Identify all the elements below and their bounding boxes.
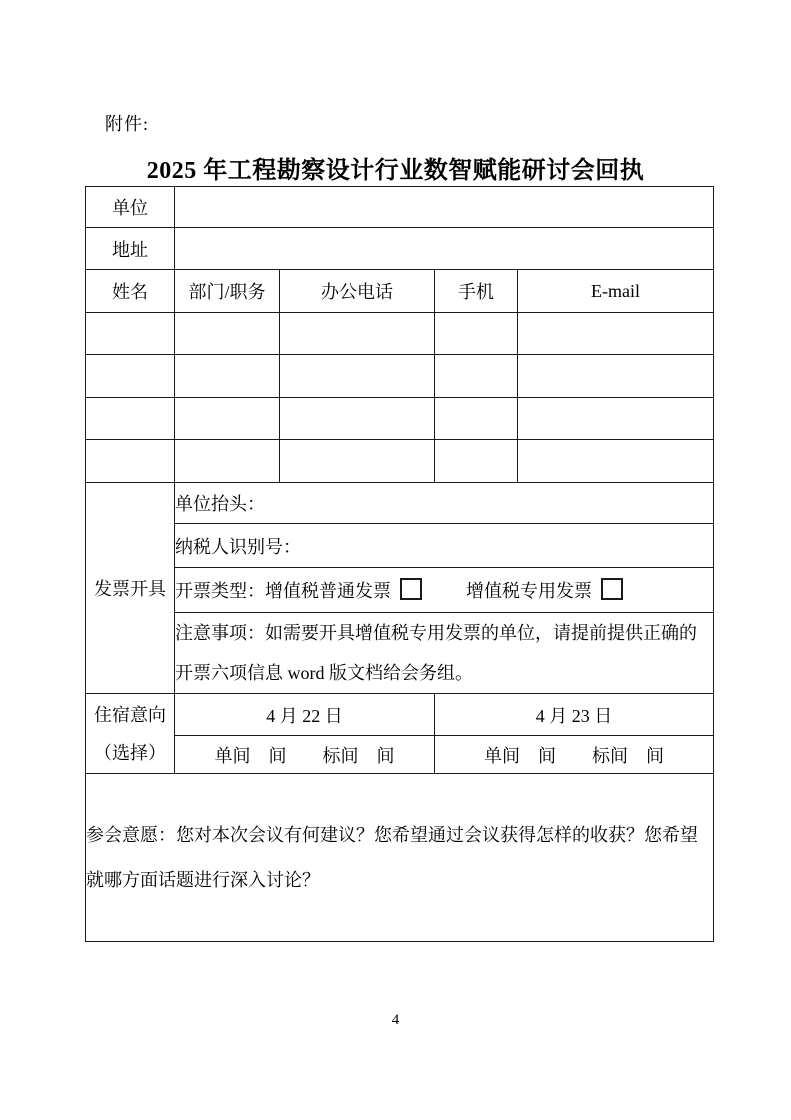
column-header-name: 姓名 (86, 270, 175, 313)
attendee-cell (518, 398, 714, 440)
attendee-cell (280, 440, 435, 483)
address-label-cell: 地址 (86, 228, 175, 270)
attendee-cell (280, 313, 435, 355)
accommodation-label-line1: 住宿意向 (94, 704, 166, 725)
participation-row (86, 774, 714, 942)
attendee-cell (175, 355, 280, 398)
attendee-cell (175, 313, 280, 355)
attendee-cell (175, 398, 280, 440)
column-header-mobile: 手机 (435, 270, 518, 313)
invoice-type-option-special: 增值税专用发票 (466, 581, 592, 601)
invoice-section-label-cell: 发票开具 (86, 483, 175, 694)
accommodation-date-row (86, 694, 714, 736)
attendee-cell (435, 440, 518, 483)
registration-form-table (85, 186, 714, 942)
invoice-type-option-general: 增值税普通发票 (265, 581, 391, 601)
attendee-cell (86, 440, 175, 483)
attendee-cell (435, 398, 518, 440)
attendee-cell (86, 355, 175, 398)
address-value-cell (175, 228, 714, 270)
address-row (86, 228, 714, 270)
attendee-cell (435, 355, 518, 398)
column-header-department: 部门/职务 (175, 270, 280, 313)
column-header-office-phone: 办公电话 (280, 270, 435, 313)
page-number: 4 (391, 1012, 400, 1028)
invoice-company-title-cell: 单位抬头： (175, 483, 714, 524)
accommodation-section-label-cell (86, 694, 175, 774)
attendee-cell (518, 313, 714, 355)
invoice-note-cell: 注意事项：如需要开具增值税专用发票的单位，请提前提供正确的开票六项信息 word 版文档给会务组。 (175, 613, 714, 694)
attendee-cell (86, 398, 175, 440)
attendee-row (86, 398, 714, 440)
invoice-type-cell (175, 568, 714, 613)
attendee-cell (518, 355, 714, 398)
attendee-cell (175, 440, 280, 483)
accommodation-label-line2: （选择） (94, 742, 166, 763)
participation-cell: 参会意愿：您对本次会议有何建议？您希望通过会议获得怎样的收获？您希望就哪方面话题进行深入讨论？ (86, 774, 714, 942)
attendee-cell (435, 313, 518, 355)
attendee-cell (518, 440, 714, 483)
attachment-label: 附件: (105, 114, 150, 134)
accommodation-room-row (86, 736, 714, 774)
attendee-header-row (86, 270, 714, 313)
accommodation-room1-cell: 单间 间 标间 间 (175, 736, 435, 774)
column-header-email: E-mail (518, 270, 714, 313)
accommodation-date2-cell: 4 月 23 日 (435, 694, 714, 736)
attendee-row (86, 313, 714, 355)
attendee-cell (86, 313, 175, 355)
invoice-taxpayer-id-row (86, 524, 714, 568)
attendee-row (86, 440, 714, 483)
vat-general-checkbox (400, 578, 422, 600)
unit-label-cell: 单位 (86, 187, 175, 228)
invoice-type-row (86, 568, 714, 613)
unit-row (86, 187, 714, 228)
invoice-taxpayer-id-cell: 纳税人识别号： (175, 524, 714, 568)
attendee-cell (280, 355, 435, 398)
invoice-company-title-row (86, 483, 714, 524)
unit-value-cell (175, 187, 714, 228)
attendee-row (86, 355, 714, 398)
invoice-note-row (86, 613, 714, 694)
vat-special-checkbox (601, 578, 623, 600)
page-title: 2025 年工程勘察设计行业数智赋能研讨会回执 (146, 158, 645, 184)
attendee-cell (280, 398, 435, 440)
accommodation-room2-cell: 单间 间 标间 间 (435, 736, 714, 774)
accommodation-date1-cell: 4 月 22 日 (175, 694, 435, 736)
invoice-type-label: 开票类型： (175, 581, 265, 601)
